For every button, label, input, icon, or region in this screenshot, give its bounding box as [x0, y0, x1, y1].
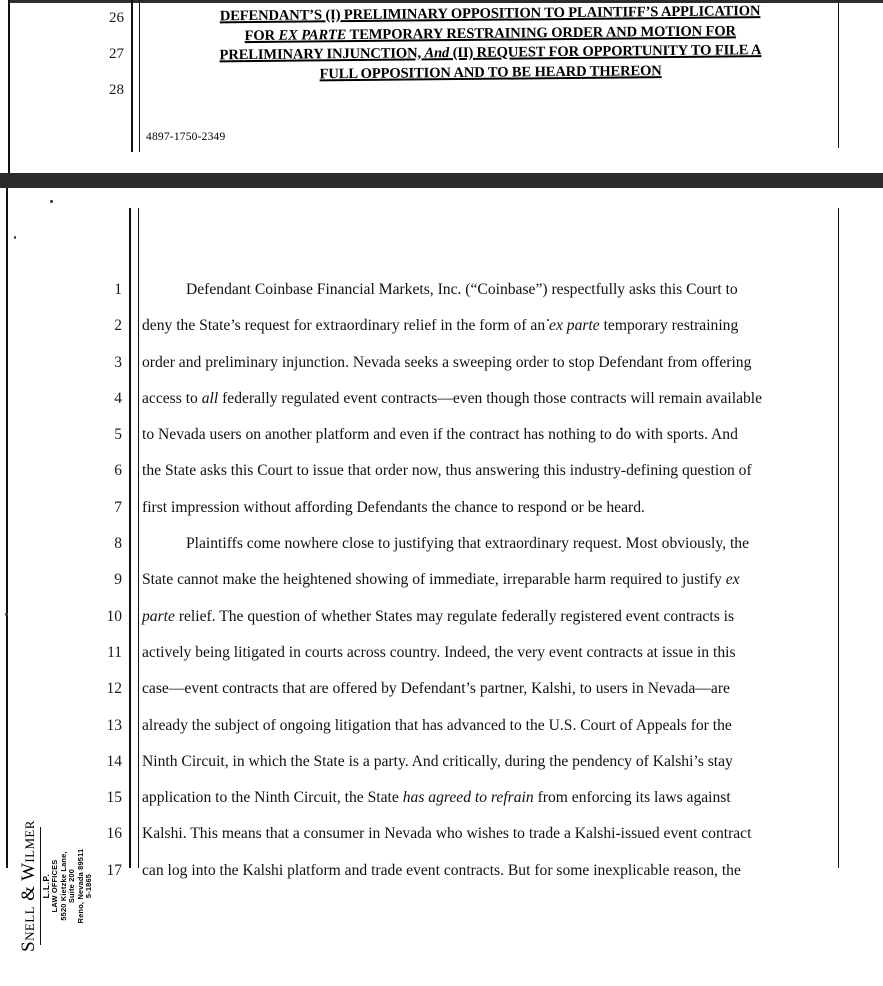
body-line	[142, 453, 830, 489]
body-line	[142, 671, 830, 707]
scan-speckle	[50, 200, 53, 203]
body-line	[142, 780, 830, 816]
address-line: Suite 200	[67, 868, 77, 904]
text-run: (II) REQUEST FOR OPPORTUNITY TO FILE A	[449, 42, 762, 62]
text-run: Ninth Circuit, in which the State is a party. And critically, during the pendency of Kalshi’s stay	[142, 752, 733, 770]
line-number: 15	[106, 789, 122, 807]
text-run: FULL OPPOSITION AND TO BE HEARD THEREON	[319, 62, 662, 82]
body-line	[142, 816, 830, 852]
page-one-left-border	[0, 0, 10, 173]
line-number: 10	[106, 607, 122, 625]
line-number: 12	[106, 680, 122, 698]
body-line	[142, 853, 830, 889]
text-run: TEMPORARY RESTRAINING ORDER AND MOTION FOR	[346, 22, 736, 43]
line-number: 17	[106, 861, 122, 879]
body-line	[142, 562, 830, 598]
body-line	[142, 417, 830, 453]
italic-run: And	[424, 45, 450, 62]
italic-run: all	[201, 389, 219, 407]
address-line: 5-1865	[84, 873, 94, 899]
page-one-pleading-rule	[131, 0, 140, 152]
line-number: 3	[114, 353, 122, 371]
document-caption-title	[150, 1, 831, 86]
line-number: 2	[114, 317, 122, 335]
body-line	[142, 635, 830, 671]
page-two-left-border	[0, 188, 8, 868]
italic-run: parte	[142, 607, 175, 625]
body-line	[142, 381, 830, 417]
address-line: 5520 Kietzke Lane,	[58, 851, 68, 921]
italic-run: EX PARTE	[278, 26, 347, 44]
italic-run: has agreed to refrain	[402, 789, 534, 807]
line-number: 16	[106, 825, 122, 843]
document-control-number: 4897-1750-2349	[146, 131, 226, 143]
page-two-right-margin-rule	[838, 208, 839, 868]
text-run: to Nevada users on another platform and even if the contract has nothing to do with sports. And	[142, 426, 738, 444]
text-run: Defendant Coinbase Financial Markets, Inc. (“Coinbase”) respectfully asks this Court to	[186, 281, 738, 298]
text-run: temporary restraining	[599, 317, 739, 335]
text-run: access to	[142, 389, 202, 407]
text-run: State cannot make the heightened showing of immediate, irreparable harm required to justify	[142, 571, 726, 589]
line-number: 26	[109, 10, 124, 26]
body-line	[142, 345, 830, 381]
text-run: relief. The question of whether States may regulate federally registered event contracts is	[174, 607, 735, 625]
page-two-body-text	[142, 272, 830, 889]
line-number: 7	[114, 498, 122, 516]
text-run: application to the Ninth Circuit, the State	[142, 789, 403, 807]
text-run: order and preliminary injunction. Nevada seeks a sweeping order to stop Defendant from offering	[142, 353, 752, 371]
line-number: 27	[109, 46, 124, 62]
body-line	[142, 490, 830, 526]
text-run: DEFENDANT’S (I) PRELIMINARY OPPOSITION TO PLAINTIFF’S APPLICATION	[219, 3, 761, 25]
italic-run: ex	[725, 571, 740, 589]
line-number: 28	[109, 82, 124, 98]
letterhead-divider	[40, 827, 41, 945]
line-number: 11	[107, 643, 122, 661]
page-one-right-margin-rule	[838, 0, 839, 148]
text-run: from enforcing its laws against	[533, 789, 731, 807]
scan-speckle	[14, 236, 16, 239]
line-number: 4	[114, 389, 122, 407]
text-run: federally regulated event contracts—even though those contracts will remain available	[218, 389, 763, 407]
page-two	[0, 188, 883, 952]
line-number: 1	[114, 281, 122, 298]
line-number: 8	[114, 535, 122, 553]
text-run: can log into the Kalshi platform and trade event contracts. But for some inexplicable reason, the	[142, 861, 741, 879]
line-number: 14	[106, 752, 122, 770]
line-number: 13	[106, 716, 122, 734]
body-line	[142, 272, 830, 308]
line-number: 6	[114, 462, 122, 480]
body-line	[142, 599, 830, 635]
text-run: deny the State’s request for extraordinary relief in the form of an	[142, 317, 550, 335]
text-run: PRELIMINARY INJUNCTION,	[219, 45, 425, 64]
body-line	[142, 744, 830, 780]
law-firm-address	[51, 849, 94, 924]
text-run: Kalshi. This means that a consumer in Nevada who wishes to trade a Kalshi-issued event contract	[142, 825, 752, 843]
body-line	[142, 308, 830, 344]
page-two-line-number-column	[96, 272, 122, 889]
page-one-fragment	[0, 0, 883, 173]
text-run: the State asks this Court to issue that order now, thus answering this industry-defining question of	[142, 462, 752, 480]
text-run: actively being litigated in courts across country. Indeed, the very event contracts at issue in this	[142, 643, 736, 661]
page-one-line-number-column	[98, 0, 124, 108]
text-run: case—event contracts that are offered by Defendant’s partner, Kalshi, to users in Nevada—are	[142, 680, 730, 698]
address-line: LAW OFFICES	[50, 859, 59, 913]
line-number: 5	[114, 426, 122, 444]
page-two-pleading-rule	[129, 208, 139, 868]
address-line: Reno, Nevada 89511	[75, 848, 85, 924]
text-run: Plaintiffs come nowhere close to justifying that extraordinary request. Most obviously, the	[186, 535, 749, 553]
law-firm-entity-suffix: L.L.P.	[42, 873, 51, 899]
law-firm-name: Snell & Wilmer	[18, 820, 39, 952]
scan-speckle	[5, 613, 8, 616]
italic-run: ex parte	[549, 317, 600, 335]
body-line	[142, 526, 830, 562]
text-run: first impression without affording Defendants the chance to respond or be heard.	[142, 498, 645, 516]
text-run: FOR	[244, 27, 279, 44]
body-line	[142, 708, 830, 744]
page-separator-band	[0, 173, 883, 188]
text-run: already the subject of ongoing litigation that has advanced to the U.S. Court of Appeals for the	[142, 716, 732, 734]
line-number: 9	[114, 571, 122, 589]
